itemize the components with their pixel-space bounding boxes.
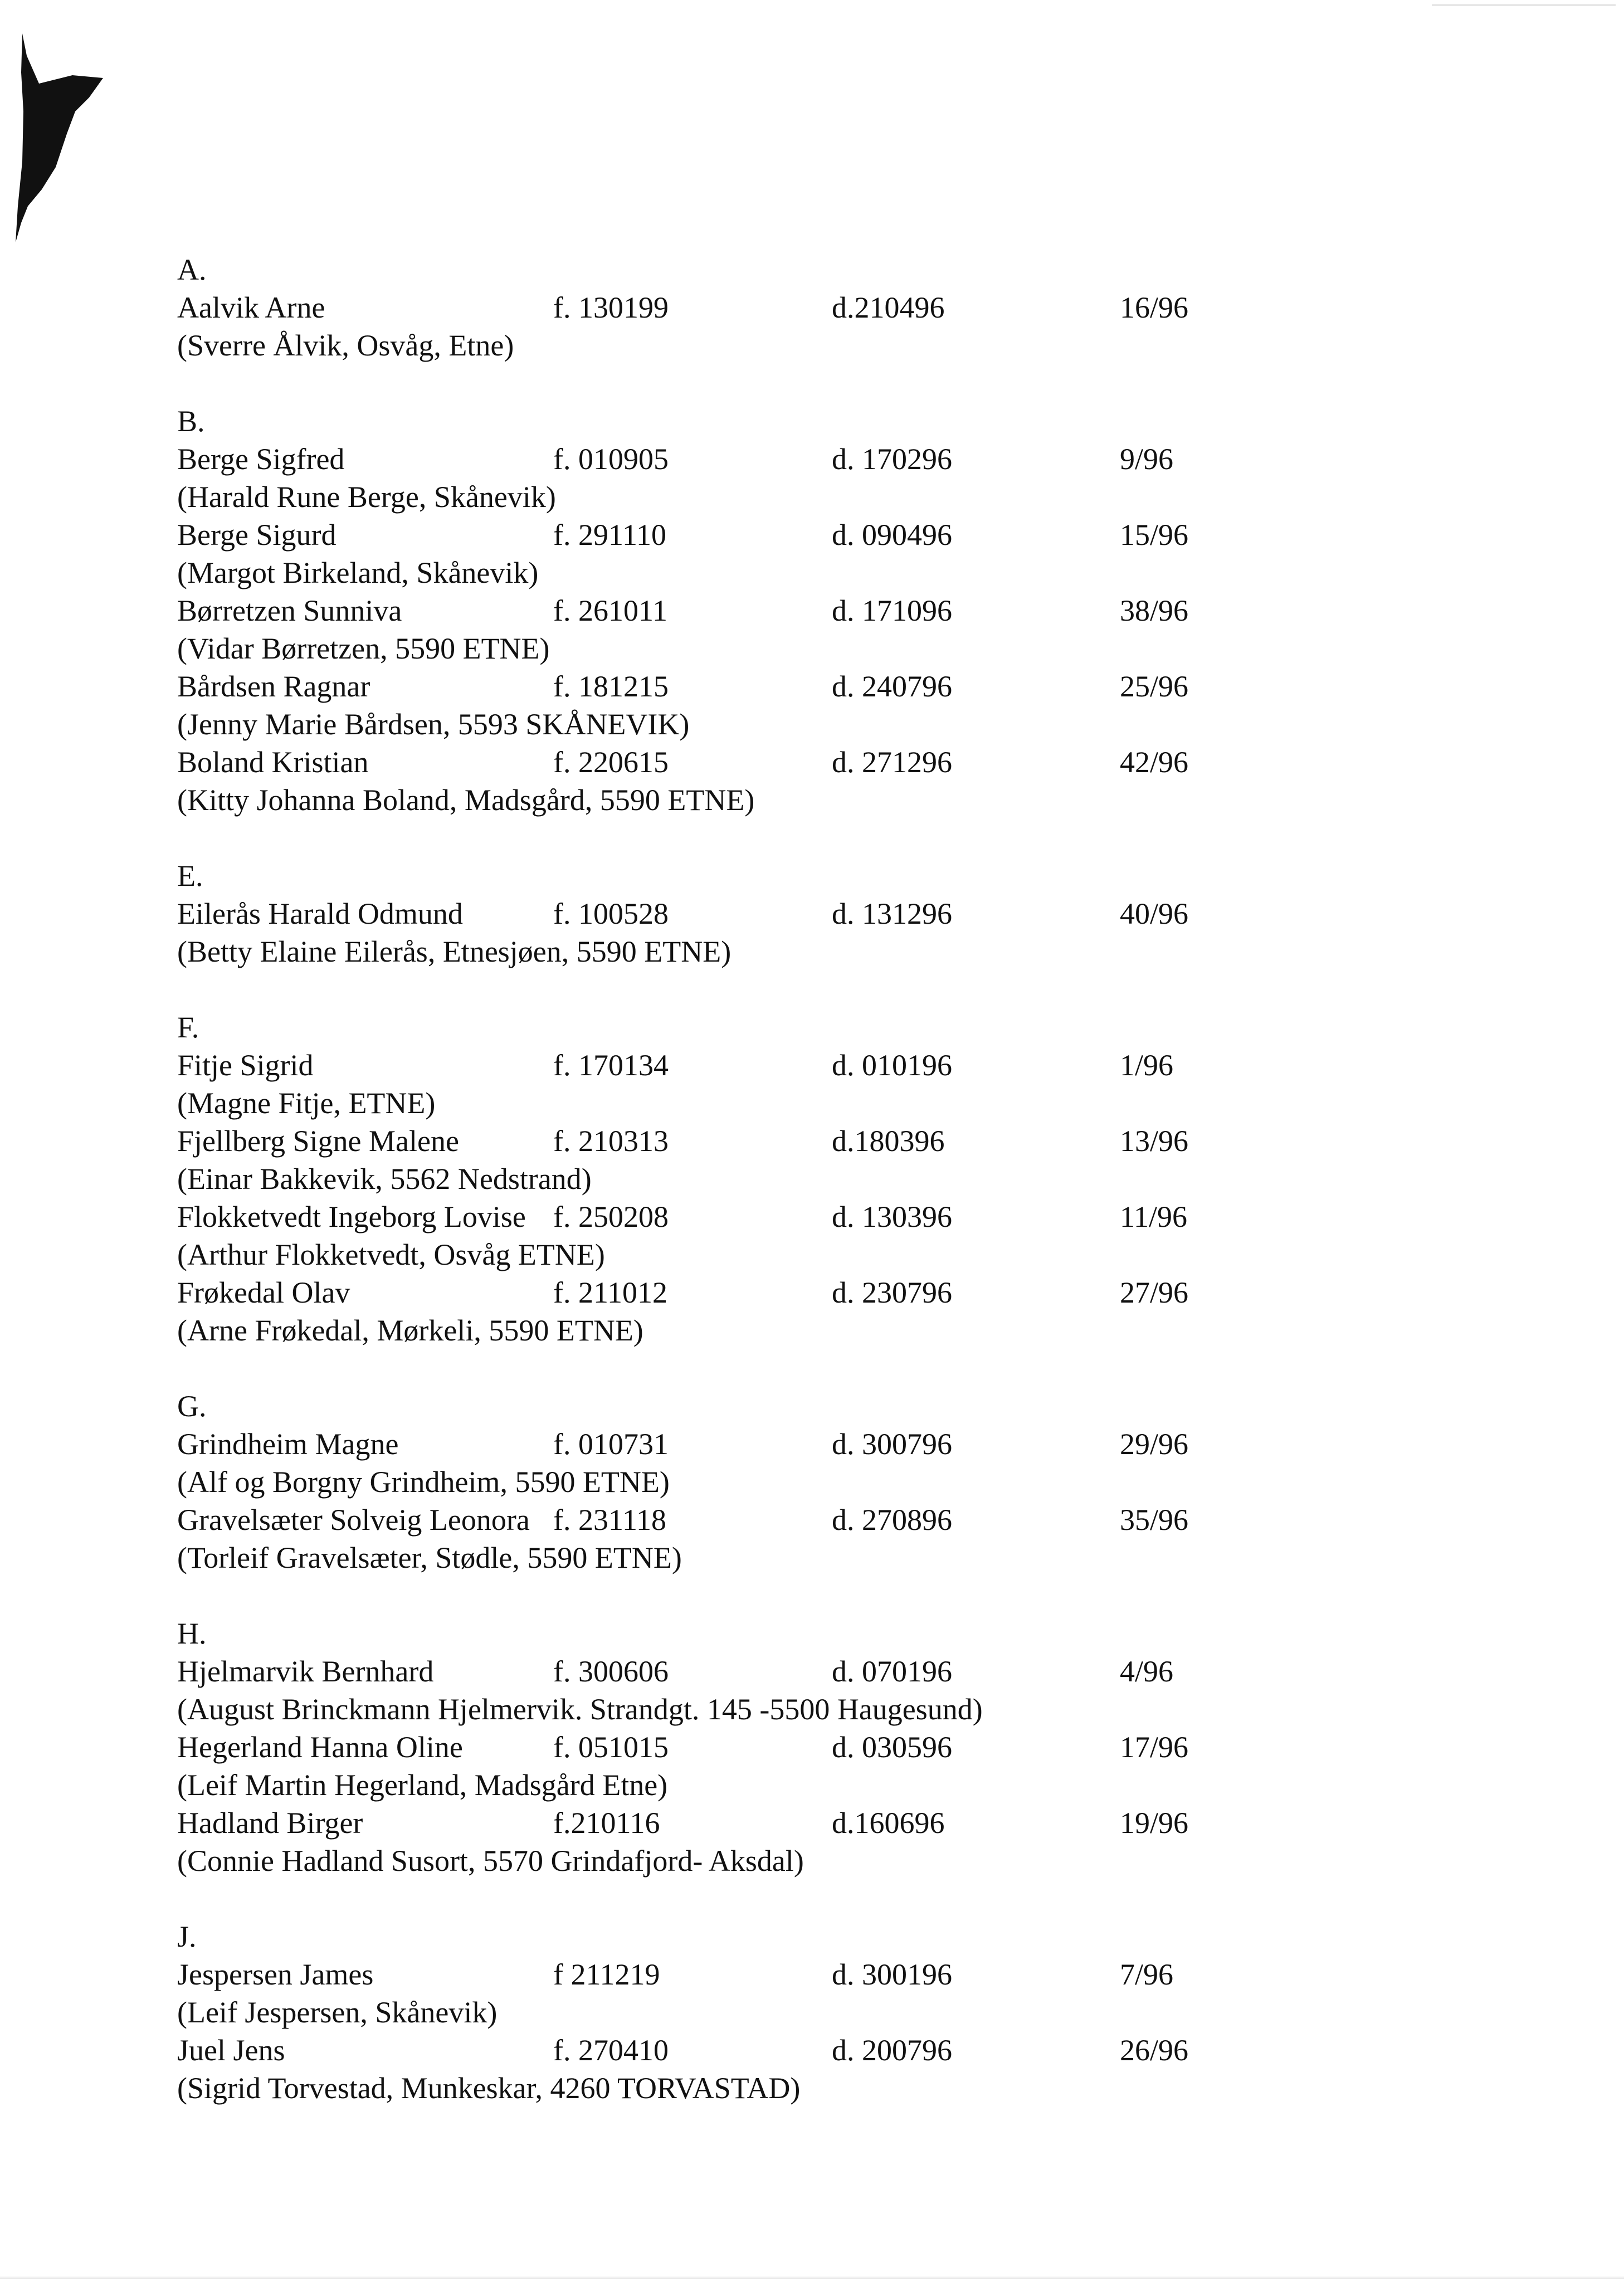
entry-born: f. 170134 (553, 1049, 669, 1082)
entry-row (177, 440, 1514, 478)
section-letter: H. (177, 1617, 207, 1650)
entry-name: Grindheim Magne (177, 1427, 399, 1461)
entry-died: d. 200796 (832, 2034, 952, 2067)
entry-row (177, 895, 1514, 933)
entry-name: Berge Sigfred (177, 442, 345, 476)
entry-born: f. 130199 (553, 291, 669, 324)
entry-name: Gravelsæter Solveig Leonora (177, 1503, 530, 1537)
entry-row (177, 667, 1514, 705)
section-letter: J. (177, 1920, 197, 1953)
entry-contact: (Leif Jespersen, Skånevik) (177, 1996, 498, 2029)
entry-died: d. 300196 (832, 1958, 952, 1991)
section-letter: E. (177, 859, 203, 893)
entry-number: 7/96 (1120, 1958, 1174, 1991)
entry-name: Jespersen James (177, 1958, 374, 1991)
entry-contact: (Einar Bakkevik, 5562 Nedstrand) (177, 1162, 592, 1196)
entry-died: d. 270896 (832, 1503, 952, 1537)
entry-died: d. 070196 (832, 1655, 952, 1688)
section-3 (177, 1008, 1514, 1349)
entry-died: d. 131296 (832, 897, 952, 930)
entry-contact: (Arne Frøkedal, Mørkeli, 5590 ETNE) (177, 1314, 643, 1347)
entry-born: f. 100528 (553, 897, 669, 930)
section-letter: F. (177, 1011, 199, 1044)
entry-number: 11/96 (1120, 1200, 1187, 1233)
section-1 (177, 402, 1514, 819)
entry-born: f. 220615 (553, 745, 669, 779)
entry-contact: (Margot Birkeland, Skånevik) (177, 556, 539, 589)
entry-contact: (Sigrid Torvestad, Munkeskar, 4260 TORVASTAD) (177, 2071, 801, 2105)
entry-contact: (Connie Hadland Susort, 5570 Grindafjord- Aksdal) (177, 1844, 804, 1878)
section-2 (177, 857, 1514, 971)
entry-number: 19/96 (1120, 1806, 1189, 1840)
entry-contact: (Sverre Ålvik, Osvåg, Etne) (177, 329, 514, 362)
entry-row (177, 289, 1514, 326)
entry-contact: (Kitty Johanna Boland, Madsgård, 5590 ETNE) (177, 783, 755, 817)
entry-born: f 211219 (553, 1958, 660, 1991)
entry-number: 35/96 (1120, 1503, 1189, 1537)
entry-row (177, 1046, 1514, 1084)
entry-row (177, 1652, 1514, 1690)
entry-born: f. 261011 (553, 594, 667, 627)
entry-contact: (Leif Martin Hegerland, Madsgård Etne) (177, 1768, 668, 1802)
entry-number: 26/96 (1120, 2034, 1189, 2067)
entry-died: d. 010196 (832, 1049, 952, 1082)
entry-name: Hjelmarvik Bernhard (177, 1655, 434, 1688)
entry-row (177, 1956, 1514, 1993)
entry-born: f. 181215 (553, 670, 669, 703)
entry-died: d. 240796 (832, 670, 952, 703)
entry-number: 40/96 (1120, 897, 1189, 930)
entry-name: Bårdsen Ragnar (177, 670, 370, 703)
entry-contact: (Vidar Børretzen, 5590 ETNE) (177, 632, 550, 665)
entry-row (177, 1728, 1514, 1766)
entry-contact: (August Brinckmann Hjelmervik. Strandgt. 145 -5500 Haugesund) (177, 1693, 983, 1726)
entry-contact: (Harald Rune Berge, Skånevik) (177, 480, 556, 514)
entry-number: 15/96 (1120, 518, 1189, 552)
entry-contact: (Arthur Flokketvedt, Osvåg ETNE) (177, 1238, 605, 1271)
entry-died: d. 171096 (832, 594, 952, 627)
entry-name: Fitje Sigrid (177, 1049, 314, 1082)
entry-row (177, 1804, 1514, 1842)
entry-born: f. 291110 (553, 518, 666, 552)
section-4 (177, 1387, 1514, 1577)
entry-born: f. 010905 (553, 442, 669, 476)
entry-number: 25/96 (1120, 670, 1189, 703)
entry-contact: (Jenny Marie Bårdsen, 5593 SKÅNEVIK) (177, 708, 690, 741)
entry-number: 16/96 (1120, 291, 1189, 324)
entry-number: 4/96 (1120, 1655, 1174, 1688)
entry-died: d. 090496 (832, 518, 952, 552)
entry-number: 13/96 (1120, 1124, 1189, 1158)
scan-artifact-bottom (0, 2276, 1624, 2279)
entry-row (177, 743, 1514, 781)
section-5 (177, 1615, 1514, 1880)
entry-name: Juel Jens (177, 2034, 285, 2067)
entry-row (177, 516, 1514, 554)
hole-punch-mark (6, 22, 111, 245)
entry-died: d. 170296 (832, 442, 952, 476)
entry-row (177, 1122, 1514, 1160)
entry-number: 29/96 (1120, 1427, 1189, 1461)
entry-died: d. 271296 (832, 745, 952, 779)
entry-name: Berge Sigurd (177, 518, 336, 552)
entry-born: f.210116 (553, 1806, 660, 1840)
entry-name: Eilerås Harald Odmund (177, 897, 463, 930)
entry-born: f. 300606 (553, 1655, 669, 1688)
entry-died: d. 130396 (832, 1200, 952, 1233)
entry-contact: (Betty Elaine Eilerås, Etnesjøen, 5590 ETNE) (177, 935, 731, 968)
entry-born: f. 231118 (553, 1503, 666, 1537)
entry-born: f. 010731 (553, 1427, 669, 1461)
death-register-list (177, 251, 1514, 2145)
entry-born: f. 250208 (553, 1200, 669, 1233)
entry-row (177, 1425, 1514, 1463)
section-6 (177, 1918, 1514, 2107)
scan-artifact-top (1432, 4, 1616, 6)
entry-born: f. 211012 (553, 1276, 667, 1309)
entry-name: Fjellberg Signe Malene (177, 1124, 459, 1158)
entry-contact: (Alf og Borgny Grindheim, 5590 ETNE) (177, 1465, 670, 1499)
entry-name: Aalvik Arne (177, 291, 325, 324)
entry-died: d. 230796 (832, 1276, 952, 1309)
entry-row (177, 1501, 1514, 1539)
entry-name: Hadland Birger (177, 1806, 363, 1840)
entry-contact: (Torleif Gravelsæter, Stødle, 5590 ETNE) (177, 1541, 682, 1574)
section-0 (177, 251, 1514, 364)
entry-name: Børretzen Sunniva (177, 594, 402, 627)
entry-died: d.160696 (832, 1806, 945, 1840)
entry-born: f. 210313 (553, 1124, 669, 1158)
entry-died: d.180396 (832, 1124, 945, 1158)
entry-died: d. 030596 (832, 1730, 952, 1764)
entry-born: f. 270410 (553, 2034, 669, 2067)
entry-contact: (Magne Fitje, ETNE) (177, 1086, 436, 1120)
entry-number: 27/96 (1120, 1276, 1189, 1309)
entry-row (177, 1274, 1514, 1311)
entry-name: Flokketvedt Ingeborg Lovise (177, 1200, 526, 1233)
entry-row (177, 1198, 1514, 1236)
entry-died: d.210496 (832, 291, 945, 324)
entry-number: 9/96 (1120, 442, 1174, 476)
entry-name: Frøkedal Olav (177, 1276, 350, 1309)
entry-name: Boland Kristian (177, 745, 369, 779)
entry-row (177, 2031, 1514, 2069)
entry-number: 38/96 (1120, 594, 1189, 627)
entry-died: d. 300796 (832, 1427, 952, 1461)
entry-number: 17/96 (1120, 1730, 1189, 1764)
entry-number: 42/96 (1120, 745, 1189, 779)
entry-number: 1/96 (1120, 1049, 1174, 1082)
entry-name: Hegerland Hanna Oline (177, 1730, 463, 1764)
section-letter: G. (177, 1389, 207, 1423)
entry-row (177, 592, 1514, 630)
section-letter: B. (177, 404, 205, 438)
entry-born: f. 051015 (553, 1730, 669, 1764)
section-letter: A. (177, 253, 207, 286)
